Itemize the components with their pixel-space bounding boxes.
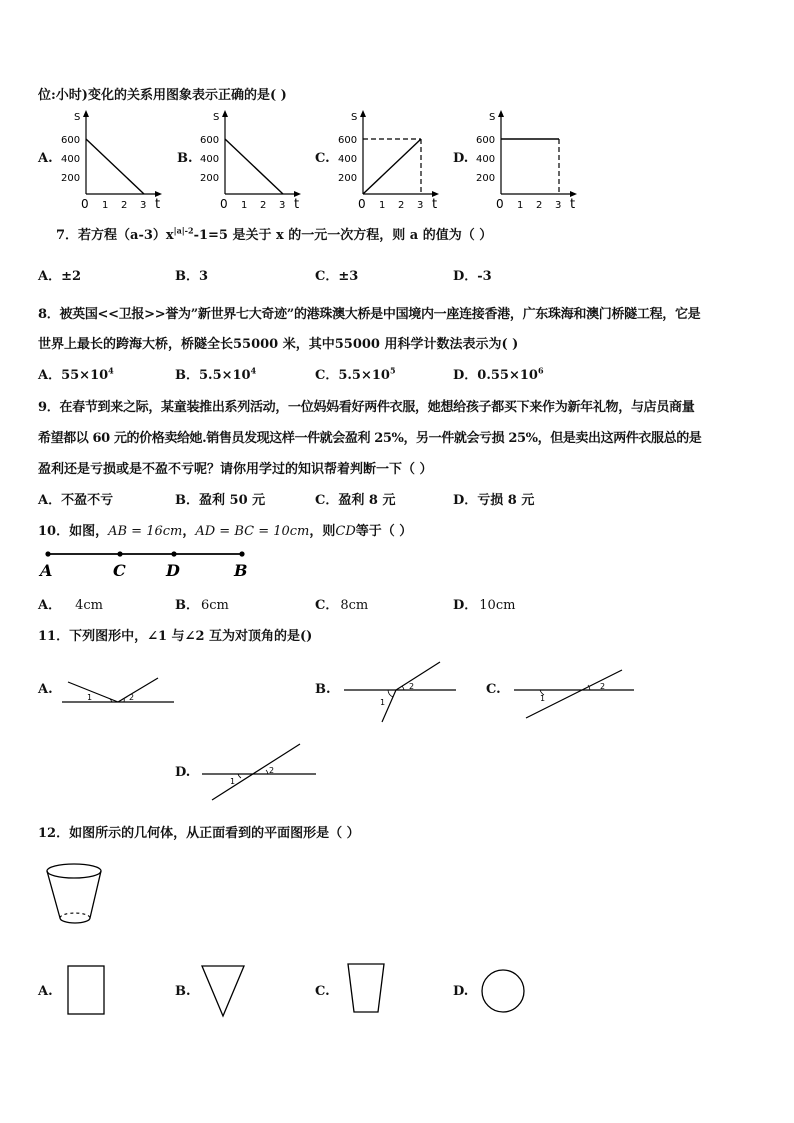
q7-option-a[interactable]: A．±2 xyxy=(38,269,82,284)
q6-option-b-label[interactable]: B. xyxy=(177,151,193,166)
q11-figure-c[interactable] xyxy=(510,664,640,722)
svg-text:3: 3 xyxy=(555,200,562,211)
q12-option-a-label[interactable]: A. xyxy=(38,984,53,999)
svg-text:2: 2 xyxy=(269,766,275,775)
svg-text:1: 1 xyxy=(517,200,524,211)
q12-rectangle-shape[interactable] xyxy=(64,962,108,1018)
svg-text:1: 1 xyxy=(540,694,546,703)
svg-text:t: t xyxy=(570,197,576,212)
q6-xtick: 1 xyxy=(102,200,109,211)
point-d-label: D xyxy=(166,561,180,580)
q10-segment-figure xyxy=(36,547,256,583)
q6-graph-c[interactable] xyxy=(335,108,445,214)
q9-stem-line2: 希望都以 60 元的价格卖给她.销售员发现这样一件就会盈利 25%，另一件就会亏损 25%，但是卖出这两件衣服总的是 xyxy=(38,431,702,446)
q7-option-b[interactable]: B．3 xyxy=(175,269,209,284)
q6-option-a-label[interactable]: A. xyxy=(38,151,53,166)
q9-option-d[interactable]: D．亏损 8 元 xyxy=(453,493,535,508)
q9-option-a[interactable]: A．不盈不亏 xyxy=(38,493,114,508)
q8-stem-line2: 世界上最长的跨海大桥，桥隧全长55000 米，其中55000 用科学计数法表示为( ) xyxy=(38,337,519,352)
q6-xtick: 0 xyxy=(81,197,89,211)
svg-text:S: S xyxy=(351,112,358,123)
q11-option-c-label[interactable]: C. xyxy=(486,682,501,697)
q11-option-b-label[interactable]: B. xyxy=(315,682,331,697)
svg-text:2: 2 xyxy=(260,200,267,211)
q7-option-c[interactable]: C．±3 xyxy=(315,269,359,284)
q10-option-d[interactable]: D． 10cm xyxy=(453,598,516,613)
svg-text:1: 1 xyxy=(380,698,386,707)
svg-text:3: 3 xyxy=(279,200,286,211)
svg-text:t: t xyxy=(294,197,300,212)
q6-axis-s: S xyxy=(74,112,81,123)
point-c-label: C xyxy=(113,561,126,580)
q6-ytick: 600 xyxy=(61,135,81,146)
svg-text:3: 3 xyxy=(417,200,424,211)
svg-text:0: 0 xyxy=(220,197,228,211)
q12-option-b-label[interactable]: B. xyxy=(175,984,191,999)
svg-text:600: 600 xyxy=(476,135,496,146)
svg-text:0: 0 xyxy=(358,197,366,211)
svg-text:600: 600 xyxy=(200,135,220,146)
q7-stem: 7．若方程$(a-3)x^{|a|-2}-1=5$ 是关于 x 的一元一次方程，则 a 的值为（ ） xyxy=(56,225,493,243)
svg-text:2: 2 xyxy=(129,693,135,702)
q8-stem-line1: 8．被英国<<卫报>>誉为”新世界七大奇迹”的港珠澳大桥是中国境内一座连接香港，广东珠海和澳门桥隧工程，它是 xyxy=(38,307,701,322)
svg-text:400: 400 xyxy=(476,154,496,165)
svg-text:1: 1 xyxy=(241,200,248,211)
svg-text:400: 400 xyxy=(338,154,358,165)
svg-text:t: t xyxy=(432,197,438,212)
q6-graph-b[interactable] xyxy=(197,108,307,214)
q11-figure-b[interactable] xyxy=(340,660,460,726)
svg-text:S: S xyxy=(489,112,496,123)
svg-text:2: 2 xyxy=(409,682,415,691)
svg-text:600: 600 xyxy=(338,135,358,146)
q11-option-d-label[interactable]: D. xyxy=(175,765,191,780)
q8-option-d[interactable]: D．$0.55\times 10^6$ xyxy=(453,365,544,383)
point-a-label: A xyxy=(40,561,53,580)
q9-option-c[interactable]: C．盈利 8 元 xyxy=(315,493,396,508)
q9-stem-line3: 盈利还是亏损或是不盈不亏呢？请你用学过的知识帮着判断一下（ ） xyxy=(38,462,433,477)
q6-ytick: 200 xyxy=(61,173,81,184)
q7-option-d[interactable]: D．-3 xyxy=(453,269,492,284)
svg-text:1: 1 xyxy=(379,200,386,211)
point-b-label: B xyxy=(234,561,248,580)
q6-stem: 位:小时)变化的关系用图象表示正确的是( ) xyxy=(38,88,287,103)
svg-text:2: 2 xyxy=(398,200,405,211)
q11-figure-a[interactable] xyxy=(58,664,178,710)
q11-figure-d[interactable] xyxy=(198,740,322,804)
q12-solid-figure xyxy=(44,860,110,928)
q10-option-c[interactable]: C． 8cm xyxy=(315,598,369,613)
svg-text:1: 1 xyxy=(230,777,236,786)
svg-text:200: 200 xyxy=(338,173,358,184)
q10-option-b[interactable]: B． 6cm xyxy=(175,598,229,613)
q10-option-a[interactable]: A． 4cm xyxy=(38,598,103,613)
q12-trapezoid-shape[interactable] xyxy=(344,960,388,1016)
q6-axis-t: t xyxy=(155,197,161,212)
q8-option-b[interactable]: B．$5.5\times 10^4$ xyxy=(175,365,257,383)
svg-text:2: 2 xyxy=(536,200,543,211)
q12-option-c-label[interactable]: C. xyxy=(315,984,330,999)
svg-text:400: 400 xyxy=(200,154,220,165)
q6-graph-a[interactable] xyxy=(58,108,168,214)
q6-option-c-label[interactable]: C. xyxy=(315,151,330,166)
svg-text:2: 2 xyxy=(600,682,606,691)
q6-xtick: 2 xyxy=(121,200,128,211)
q6-xtick: 3 xyxy=(140,200,147,211)
q11-option-a-label[interactable]: A. xyxy=(38,682,53,697)
q9-option-b[interactable]: B．盈利 50 元 xyxy=(175,493,266,508)
q12-triangle-shape[interactable] xyxy=(198,962,248,1022)
svg-text:200: 200 xyxy=(200,173,220,184)
svg-text:S: S xyxy=(213,112,220,123)
q12-circle-shape[interactable] xyxy=(478,966,528,1016)
q12-option-d-label[interactable]: D. xyxy=(453,984,469,999)
q8-option-a[interactable]: A．$55\times 10^4$ xyxy=(38,365,114,383)
q6-option-d-label[interactable]: D. xyxy=(453,151,469,166)
svg-text:0: 0 xyxy=(496,197,504,211)
q11-stem: 11．下列图形中，∠1 与∠2 互为对顶角的是() xyxy=(38,629,313,644)
q9-stem-line1: 9．在春节到来之际，某童装推出系列活动，一位妈妈看好两件衣服，她想给孩子都买下来作为新年礼物，与店员商量 xyxy=(38,400,695,415)
q6-graph-d[interactable] xyxy=(473,108,583,214)
q12-stem: 12．如图所示的几何体，从正面看到的平面图形是（ ） xyxy=(38,826,360,841)
svg-text:200: 200 xyxy=(476,173,496,184)
q8-option-c[interactable]: C．$5.5\times 10^5$ xyxy=(315,365,396,383)
svg-text:1: 1 xyxy=(87,693,93,702)
q10-stem: 10．如图，AB = 16cm，AD = BC = 10cm，则CD等于（ ） xyxy=(38,524,413,539)
q6-ytick: 400 xyxy=(61,154,81,165)
